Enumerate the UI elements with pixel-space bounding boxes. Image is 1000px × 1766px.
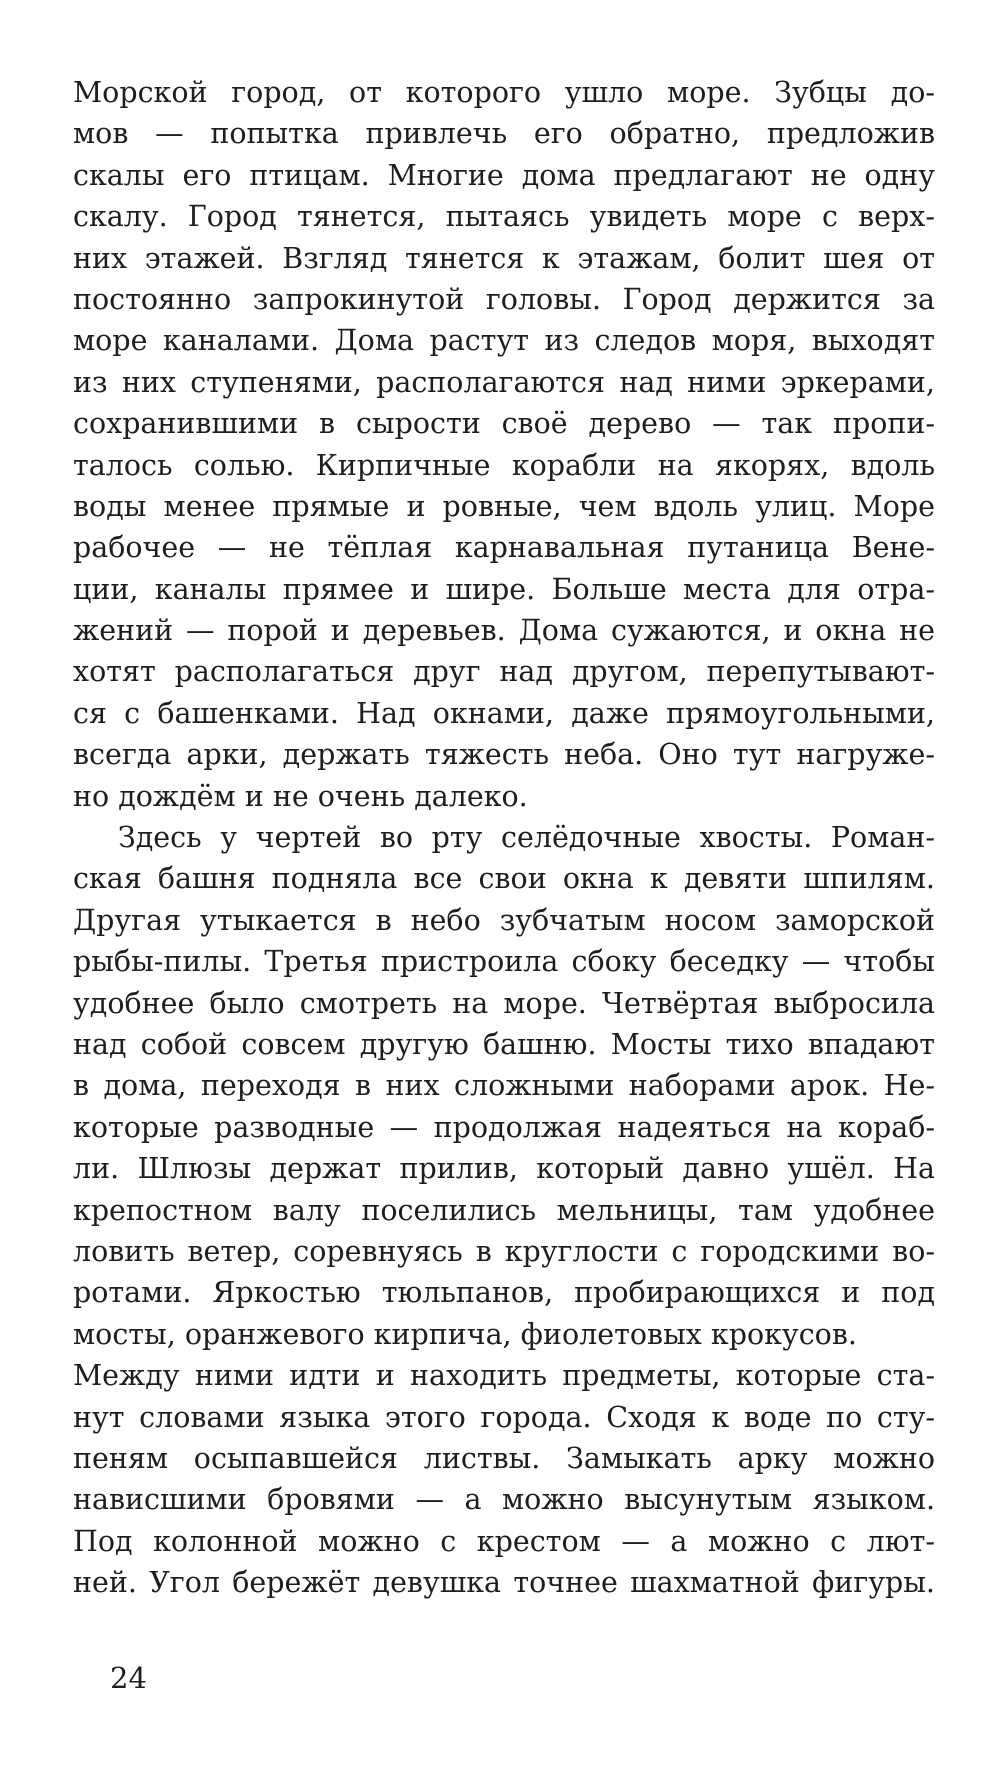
text-line: рыбы-пилы. Третья пристроила сбоку беседку — чтобы bbox=[73, 945, 935, 979]
text-line: всегда арки, держать тяжесть неба. Оно тут нагруже- bbox=[73, 738, 935, 772]
text-line: Под колонной можно с крестом — а можно с лют- bbox=[73, 1524, 935, 1558]
text-line: море каналами. Дома растут из следов моря, выходят bbox=[73, 324, 935, 358]
text-line: скалы его птицам. Многие дома предлагают не одну bbox=[73, 158, 935, 192]
text-line: них этажей. Взгляд тянется к этажам, болит шея от bbox=[73, 241, 935, 275]
paragraph-end-line: но дождём и не очень далеко. bbox=[73, 779, 528, 813]
text-line: рабочее — не тёплая карнавальная путаница Вене- bbox=[73, 531, 935, 565]
text-line: жений — порой и деревьев. Дома сужаются, и окна не bbox=[73, 614, 935, 648]
text-line: мосты, оранжевого кирпича, фиолетовых крокусов. bbox=[73, 1317, 857, 1351]
text-line: ней. Угол бережёт девушка точнее шахматной фигуры. bbox=[73, 1566, 935, 1600]
text-line: в дома, переходя в них сложными наборами арок. Не- bbox=[73, 1069, 935, 1103]
text-line: ции, каналы прямее и шире. Больше места для отра- bbox=[73, 572, 935, 606]
text-line: над собой совсем другую башню. Мосты тихо впадают bbox=[73, 1027, 935, 1061]
text-line: нут словами языка этого города. Сходя к воде по сту- bbox=[73, 1400, 935, 1434]
text-line: которые разводные — продолжая надеяться на кораб- bbox=[73, 1110, 935, 1144]
text-line: из них ступенями, располагаются над ними эркерами, bbox=[73, 365, 935, 399]
text-line: Другая утыкается в небо зубчатым носом заморской bbox=[73, 903, 935, 937]
text-line: Между ними идти и находить предметы, которые ста- bbox=[73, 1359, 935, 1393]
text-line: пеням осыпавшейся листвы. Замыкать арку можно bbox=[73, 1441, 935, 1475]
text-line: ская башня подняла все свои окна к девяти шпилям. bbox=[73, 862, 935, 896]
text-line: воды менее прямые и ровные, чем вдоль улиц. Море bbox=[73, 489, 935, 523]
text-line: хотят располагаться друг над другом, перепутывают- bbox=[73, 655, 935, 689]
text-line: ротами. Яркостью тюльпанов, пробирающихся и под bbox=[73, 1276, 935, 1310]
text-line: талось солью. Кирпичные корабли на якорях, вдоль bbox=[73, 448, 935, 482]
text-line: ловить ветер, соревнуясь в круглости с городскими во- bbox=[73, 1234, 935, 1268]
text-line: мов — попытка привлечь его обратно, предложив bbox=[73, 117, 935, 151]
paragraph-start-line: Здесь у чертей во рту селёдочные хвосты. Роман- bbox=[118, 821, 935, 855]
text-line: удобнее было смотреть на море. Четвёртая выбросила bbox=[73, 986, 935, 1020]
text-line: скалу. Город тянется, пытаясь увидеть море с верх- bbox=[73, 200, 935, 234]
text-line: постоянно запрокинутой головы. Город держится за bbox=[73, 282, 935, 316]
page-number: 24 bbox=[110, 1661, 147, 1695]
text-line: крепостном валу поселились мельницы, там удобнее bbox=[73, 1193, 935, 1227]
body-text bbox=[73, 72, 935, 1603]
text-line: ся с башенками. Над окнами, даже прямоугольными, bbox=[73, 696, 935, 730]
text-line: ли. Шлюзы держат прилив, который давно ушёл. На bbox=[73, 1152, 935, 1186]
text-line: сохранившими в сырости своё дерево — так пропи- bbox=[73, 407, 935, 441]
text-line: Морской город, от которого ушло море. Зубцы до- bbox=[73, 76, 935, 109]
text-line: нависшими бровями — а можно высунутым языком. bbox=[73, 1483, 935, 1517]
